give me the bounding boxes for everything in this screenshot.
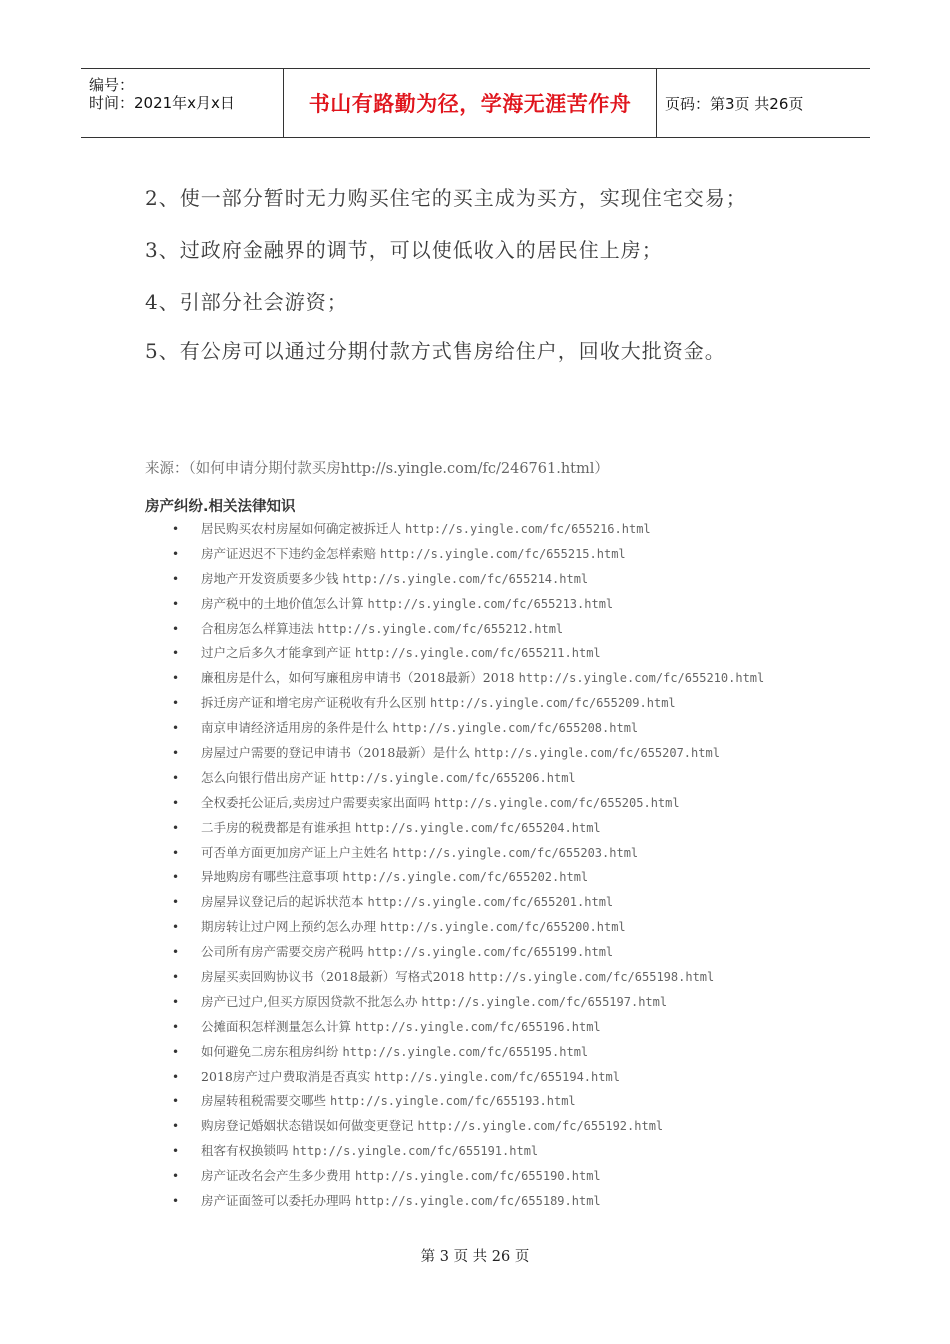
link-url[interactable]: http://s.yingle.com/fc/655197.html <box>421 994 668 1009</box>
bullet-icon: • <box>172 795 180 810</box>
section-title: 房产纠纷.相关法律知识 <box>145 499 296 515</box>
link-title: 购房登记婚姻状态错误如何做变更登记 <box>201 1118 414 1134</box>
link-url[interactable]: http://s.yingle.com/fc/655189.html <box>355 1194 601 1209</box>
link-title: 拆迁房产证和增宅房产证税收有升么区别 <box>201 695 427 711</box>
list-item <box>172 791 764 816</box>
bullet-icon: • <box>172 1069 180 1084</box>
bullet-icon: • <box>172 770 180 785</box>
bullet-icon: • <box>172 895 180 910</box>
link-title: 公司所有房产需要交房产税吗 <box>201 944 364 960</box>
bullet-icon: • <box>172 1044 180 1059</box>
link-url[interactable]: http://s.yingle.com/fc/655193.html <box>330 1094 576 1109</box>
link-title: 房产证面签可以委托办理吗 <box>201 1193 352 1209</box>
link-url[interactable]: http://s.yingle.com/fc/655194.html <box>374 1069 620 1084</box>
link-url[interactable]: http://s.yingle.com/fc/655202.html <box>342 870 589 885</box>
bullet-icon: • <box>172 994 180 1009</box>
bullet-icon: • <box>172 671 180 686</box>
link-title: 异地购房有哪些注意事项 <box>201 869 339 885</box>
list-item <box>172 816 764 841</box>
link-url[interactable]: http://s.yingle.com/fc/655190.html <box>355 1169 601 1184</box>
link-title: 南京申请经济适用房的条件是什么 <box>201 720 389 736</box>
link-url[interactable]: http://s.yingle.com/fc/655214.html <box>342 571 589 586</box>
related-links-list <box>172 517 764 1214</box>
header-page-info: 页码：第3页 共26页 <box>665 94 804 113</box>
document-number-label: 编号： <box>89 76 135 94</box>
bullet-icon: • <box>172 621 180 636</box>
link-url[interactable]: http://s.yingle.com/fc/655213.html <box>367 596 614 611</box>
link-url[interactable]: http://s.yingle.com/fc/655199.html <box>367 945 614 960</box>
list-item <box>172 766 764 791</box>
body-paragraph: 4、引部分社会游资； <box>145 290 348 314</box>
link-title: 过户之后多久才能拿到产证 <box>201 645 352 661</box>
list-item <box>172 1189 764 1214</box>
link-url[interactable]: http://s.yingle.com/fc/655200.html <box>380 920 626 935</box>
link-url[interactable]: http://s.yingle.com/fc/655205.html <box>433 795 680 810</box>
list-item <box>172 1114 764 1139</box>
link-url[interactable]: http://s.yingle.com/fc/655203.html <box>392 845 639 860</box>
link-title: 房屋异议登记后的起诉状范本 <box>201 894 364 910</box>
link-title: 合租房怎么样算违法 <box>201 620 314 636</box>
bullet-icon: • <box>172 546 180 561</box>
link-url[interactable]: http://s.yingle.com/fc/655215.html <box>380 546 626 561</box>
list-item <box>172 1139 764 1164</box>
link-url[interactable]: http://s.yingle.com/fc/655210.html <box>518 671 765 686</box>
bullet-icon: • <box>172 820 180 835</box>
link-title: 公摊面积怎样测量怎么计算 <box>201 1018 352 1034</box>
bullet-icon: • <box>172 746 180 761</box>
link-url[interactable]: http://s.yingle.com/fc/655216.html <box>405 522 651 536</box>
list-item <box>172 741 764 766</box>
link-url[interactable]: http://s.yingle.com/fc/655196.html <box>355 1019 601 1034</box>
body-paragraph: 5、有公房可以通过分期付款方式售房给住户，回收大批资金。 <box>145 339 726 363</box>
bullet-icon: • <box>172 1169 180 1184</box>
bullet-icon: • <box>172 696 180 711</box>
bullet-icon: • <box>172 1119 180 1134</box>
link-url[interactable]: http://s.yingle.com/fc/655192.html <box>417 1119 664 1134</box>
link-url[interactable]: http://s.yingle.com/fc/655208.html <box>392 721 639 736</box>
link-title: 如何避免二房东租房纠纷 <box>201 1043 339 1059</box>
body-paragraph: 2、使一部分暂时无力购买住宅的买主成为买方，实现住宅交易； <box>145 186 747 210</box>
bullet-icon: • <box>172 571 180 586</box>
link-title: 租客有权换锁吗 <box>201 1143 289 1159</box>
link-title: 房地产开发资质要多少钱 <box>201 570 339 586</box>
bullet-icon: • <box>172 646 180 661</box>
list-item <box>172 1164 764 1189</box>
list-item <box>172 716 764 741</box>
link-title: 房屋买卖回购协议书（2018最新）写格式2018 <box>201 969 465 985</box>
list-item <box>172 567 764 592</box>
bullet-icon: • <box>172 945 180 960</box>
link-title: 居民购买农村房屋如何确定被拆迁人 <box>201 521 402 536</box>
link-url[interactable]: http://s.yingle.com/fc/655209.html <box>430 696 676 711</box>
list-item <box>172 965 764 990</box>
list-item <box>172 592 764 617</box>
link-url[interactable]: http://s.yingle.com/fc/655191.html <box>292 1144 539 1159</box>
bullet-icon: • <box>172 596 180 611</box>
list-item <box>172 990 764 1015</box>
bullet-icon: • <box>172 522 180 536</box>
header-motto-cell <box>283 69 657 137</box>
list-item <box>172 542 764 567</box>
link-title: 房产已过户,但买方原因贷款不批怎么办 <box>201 993 418 1009</box>
link-title: 房屋转租税需要交哪些 <box>201 1093 327 1109</box>
bullet-icon: • <box>172 721 180 736</box>
list-item <box>172 666 764 691</box>
page-header <box>81 68 870 138</box>
link-url[interactable]: http://s.yingle.com/fc/655195.html <box>342 1044 589 1059</box>
list-item <box>172 641 764 666</box>
link-url[interactable]: http://s.yingle.com/fc/655204.html <box>355 820 601 835</box>
link-title: 可否单方面更加房产证上户主姓名 <box>201 844 389 860</box>
link-title: 全权委托公证后,卖房过户需要卖家出面吗 <box>201 794 430 810</box>
link-title: 廉租房是什么，如何写廉租房申请书（2018最新）2018 <box>201 670 515 686</box>
header-left-cell <box>81 69 283 137</box>
bullet-icon: • <box>172 920 180 935</box>
list-item <box>172 1065 764 1090</box>
page-footer: 第 3 页 共 26 页 <box>420 1249 530 1265</box>
bullet-icon: • <box>172 870 180 885</box>
list-item <box>172 1015 764 1040</box>
header-motto: 书山有路勤为径，学海无涯苦作舟 <box>308 92 632 116</box>
bullet-icon: • <box>172 1019 180 1034</box>
link-title: 房产税中的土地价值怎么计算 <box>201 595 364 611</box>
list-item <box>172 691 764 716</box>
list-item <box>172 915 764 940</box>
list-item <box>172 841 764 866</box>
bullet-icon: • <box>172 1094 180 1109</box>
link-title: 房产证迟迟不下违约金怎样索赔 <box>201 545 377 561</box>
source-citation: 来源：（如何申请分期付款买房http://s.yingle.com/fc/246761.html） <box>145 461 609 477</box>
link-title: 怎么向银行借出房产证 <box>201 769 327 785</box>
list-item <box>172 865 764 890</box>
bullet-icon: • <box>172 970 180 985</box>
bullet-icon: • <box>172 1194 180 1209</box>
list-item <box>172 940 764 965</box>
link-title: 房产证改名会产生多少费用 <box>201 1168 352 1184</box>
link-url[interactable]: http://s.yingle.com/fc/655198.html <box>468 970 715 985</box>
link-url[interactable]: http://s.yingle.com/fc/655212.html <box>317 621 564 636</box>
bullet-icon: • <box>172 845 180 860</box>
list-item <box>172 1089 764 1114</box>
list-item <box>172 1040 764 1065</box>
bullet-icon: • <box>172 1144 180 1159</box>
link-title: 房屋过户需要的登记申请书（2018最新）是什么 <box>201 745 471 761</box>
link-url[interactable]: http://s.yingle.com/fc/655206.html <box>330 770 576 785</box>
list-item <box>172 517 764 542</box>
list-item <box>172 890 764 915</box>
link-url[interactable]: http://s.yingle.com/fc/655201.html <box>367 895 614 910</box>
link-title: 2018房产过户费取消是否真实 <box>201 1068 371 1084</box>
link-url[interactable]: http://s.yingle.com/fc/655207.html <box>474 746 720 761</box>
document-time-label: 时间：2021年x月x日 <box>89 94 235 112</box>
body-paragraph: 3、过政府金融界的调节，可以使低收入的居民住上房； <box>145 238 663 262</box>
link-title: 期房转让过户网上预约怎么办理 <box>201 919 377 935</box>
link-url[interactable]: http://s.yingle.com/fc/655211.html <box>355 646 601 661</box>
link-title: 二手房的税费都是有谁承担 <box>201 819 352 835</box>
list-item <box>172 617 764 642</box>
